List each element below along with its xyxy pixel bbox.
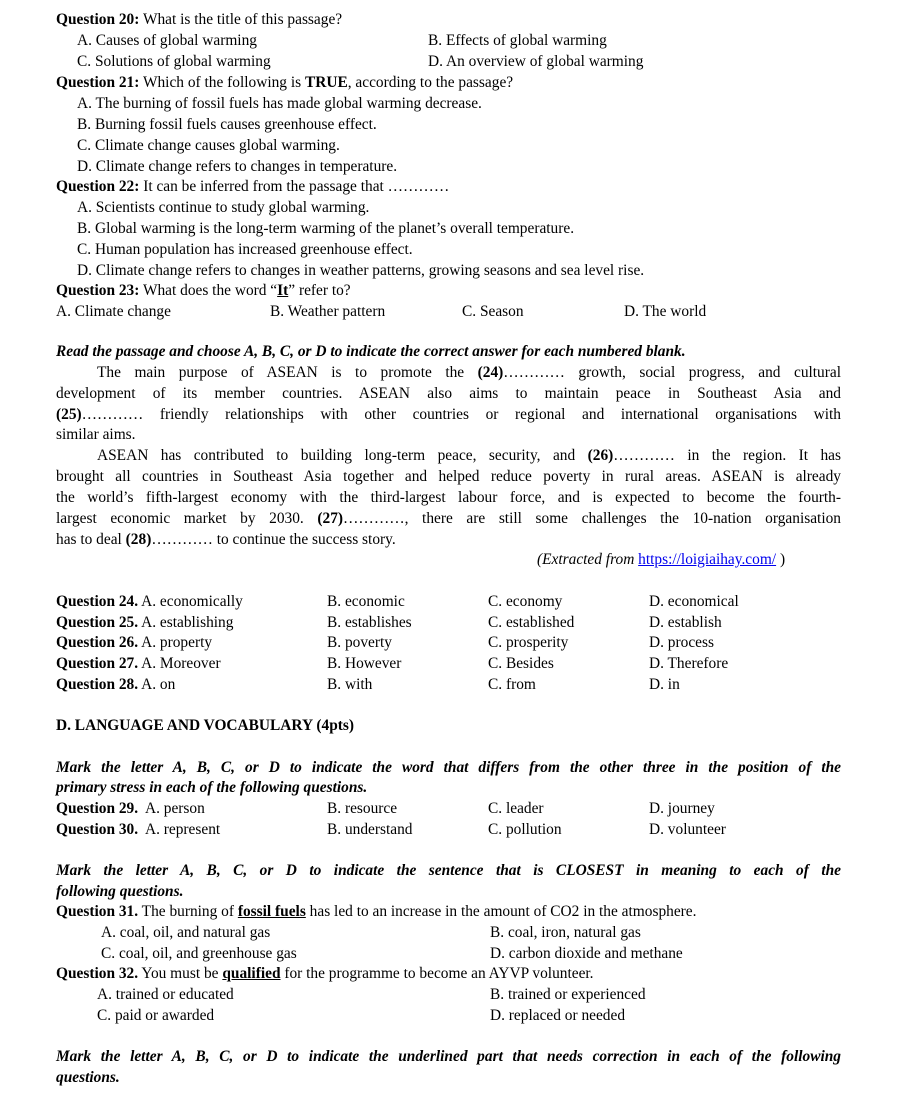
option-d: D. Climate change refers to changes in weather patterns, growing seasons and sea level rise.: [77, 262, 645, 279]
blank-26: (26): [587, 447, 614, 464]
option-b: B. coal, iron, natural gas: [490, 924, 641, 941]
option-a: A. Scientists continue to study global warming.: [77, 199, 370, 216]
option-c: C. pollution: [488, 821, 562, 838]
blank-24: (24): [477, 364, 504, 381]
section-heading: D. LANGUAGE AND VOCABULARY (4pts): [56, 717, 355, 734]
option-d: D. Climate change refers to changes in temperature.: [77, 158, 398, 175]
question-25-row: Question 25. A. establishing: [56, 614, 234, 631]
option-a: A. coal, oil, and natural gas: [101, 924, 271, 941]
option-c: C. Season: [462, 303, 524, 320]
option-d: D. Therefore: [649, 655, 729, 672]
stress-instruction: Mark the letter A, B, C, or D to indicate the word that differs from the other three in the position of the: [56, 759, 841, 776]
option-d: D. volunteer: [649, 821, 726, 838]
stress-instruction: primary stress in each of the following questions.: [56, 779, 368, 796]
passage-line: has to deal (28)………… to continue the success story.: [56, 531, 396, 548]
blank-25: (25): [56, 406, 82, 423]
passage-line: similar aims.: [56, 426, 136, 443]
option-c: C. coal, oil, and greenhouse gas: [101, 945, 297, 962]
correction-instruction: questions.: [56, 1069, 120, 1086]
underlined-word: fossil fuels: [237, 903, 306, 920]
option-c: C. Solutions of global warming: [77, 53, 271, 70]
question-28-row: Question 28. A. on: [56, 676, 176, 693]
option-b: B. resource: [327, 800, 398, 817]
passage-line: brought all countries in Southeast Asia together and helped reduce poverty in rural areas. ASEAN is already: [56, 468, 841, 485]
option-d: D. An overview of global warming: [428, 53, 644, 70]
source-citation: (Extracted from https://loigiaihay.com/ ): [537, 551, 786, 568]
source-link[interactable]: https://loigiaihay.com/: [638, 551, 777, 568]
option-b: B. establishes: [327, 614, 412, 631]
option-b: B. economic: [327, 593, 405, 610]
question-24-row: Question 24. A. economically: [56, 593, 243, 610]
option-d: D. process: [649, 634, 714, 651]
closest-instruction: following questions.: [56, 883, 184, 900]
question-20-stem: Question 20: What is the title of this passage?: [56, 11, 343, 28]
question-23-stem: Question 23: What does the word “It” refer to?: [56, 282, 351, 299]
option-c: C. paid or awarded: [97, 1007, 215, 1024]
option-d: D. carbon dioxide and methane: [490, 945, 683, 962]
option-d: D. establish: [649, 614, 722, 631]
option-d: D. in: [649, 676, 680, 693]
question-32-stem: Question 32. You must be qualified for the programme to become an AYVP volunteer.: [56, 965, 594, 982]
blank-27: (27): [317, 510, 344, 527]
passage-line: the world’s fifth-largest economy with the third-largest labour force, and is expected to become the fourth-: [56, 489, 841, 506]
option-c: C. from: [488, 676, 536, 693]
option-c: C. Besides: [488, 655, 554, 672]
question-30-row: Question 30. A. represent: [56, 821, 221, 838]
passage-line: The main purpose of ASEAN is to promote the (24)………… growth, social progress, and cultural: [97, 364, 841, 381]
option-b: B. poverty: [327, 634, 392, 651]
option-a: A. The burning of fossil fuels has made global warming decrease.: [77, 95, 482, 112]
question-22-stem: Question 22: It can be inferred from the passage that …………: [56, 178, 450, 195]
passage-line: largest economic market by 2030. (27)…………, there are still some challenges the 10-nation organisation: [56, 510, 841, 527]
option-b: B. However: [327, 655, 402, 672]
option-b: B. with: [327, 676, 373, 693]
question-26-row: Question 26. A. property: [56, 634, 213, 651]
option-a: A. trained or educated: [97, 986, 234, 1003]
question-label: Question 20:: [56, 11, 140, 28]
option-c: C. Human population has increased greenhouse effect.: [77, 241, 413, 258]
underlined-word: qualified: [222, 965, 281, 982]
option-d: D. economical: [649, 593, 739, 610]
question-29-row: Question 29. A. person: [56, 800, 205, 817]
option-a: A. Climate change: [56, 303, 171, 320]
option-b: B. Global warming is the long-term warming of the planet’s overall temperature.: [77, 220, 575, 237]
option-b: B. Weather pattern: [270, 303, 386, 320]
question-27-row: Question 27. A. Moreover: [56, 655, 221, 672]
option-c: C. economy: [488, 593, 563, 610]
option-d: D. journey: [649, 800, 715, 817]
option-c: C. established: [488, 614, 575, 631]
passage-line: (25)………… friendly relationships with other countries or regional and international organisations with: [56, 406, 841, 423]
underlined-word: It: [277, 282, 289, 299]
option-b: B. Burning fossil fuels causes greenhouse effect.: [77, 116, 377, 133]
option-d: D. The world: [624, 303, 707, 320]
option-a: A. Causes of global warming: [77, 32, 257, 49]
option-b: B. Effects of global warming: [428, 32, 607, 49]
question-21-stem: Question 21: Which of the following is TRUE, according to the passage?: [56, 74, 514, 91]
passage-line: development of its member countries. ASEAN also aims to maintain peace in Southeast Asia and: [56, 385, 841, 402]
blank-28: (28): [125, 531, 152, 548]
correction-instruction: Mark the letter A, B, C, or D to indicate the underlined part that needs correction in each of the following: [56, 1048, 841, 1065]
reading-instruction: Read the passage and choose A, B, C, or D to indicate the correct answer for each numbered blank.: [56, 343, 686, 360]
option-b: B. trained or experienced: [490, 986, 646, 1003]
option-c: C. Climate change causes global warming.: [77, 137, 340, 154]
option-b: B. understand: [327, 821, 413, 838]
option-c: C. prosperity: [488, 634, 569, 651]
option-d: D. replaced or needed: [490, 1007, 626, 1024]
closest-instruction: Mark the letter A, B, C, or D to indicate the sentence that is CLOSEST in meaning to each of the: [56, 862, 841, 879]
question-31-stem: Question 31. The burning of fossil fuels has led to an increase in the amount of CO2 in the atmosphere.: [56, 903, 697, 920]
option-c: C. leader: [488, 800, 544, 817]
passage-line: ASEAN has contributed to building long-term peace, security, and (26)………… in the region. It has: [97, 447, 841, 464]
